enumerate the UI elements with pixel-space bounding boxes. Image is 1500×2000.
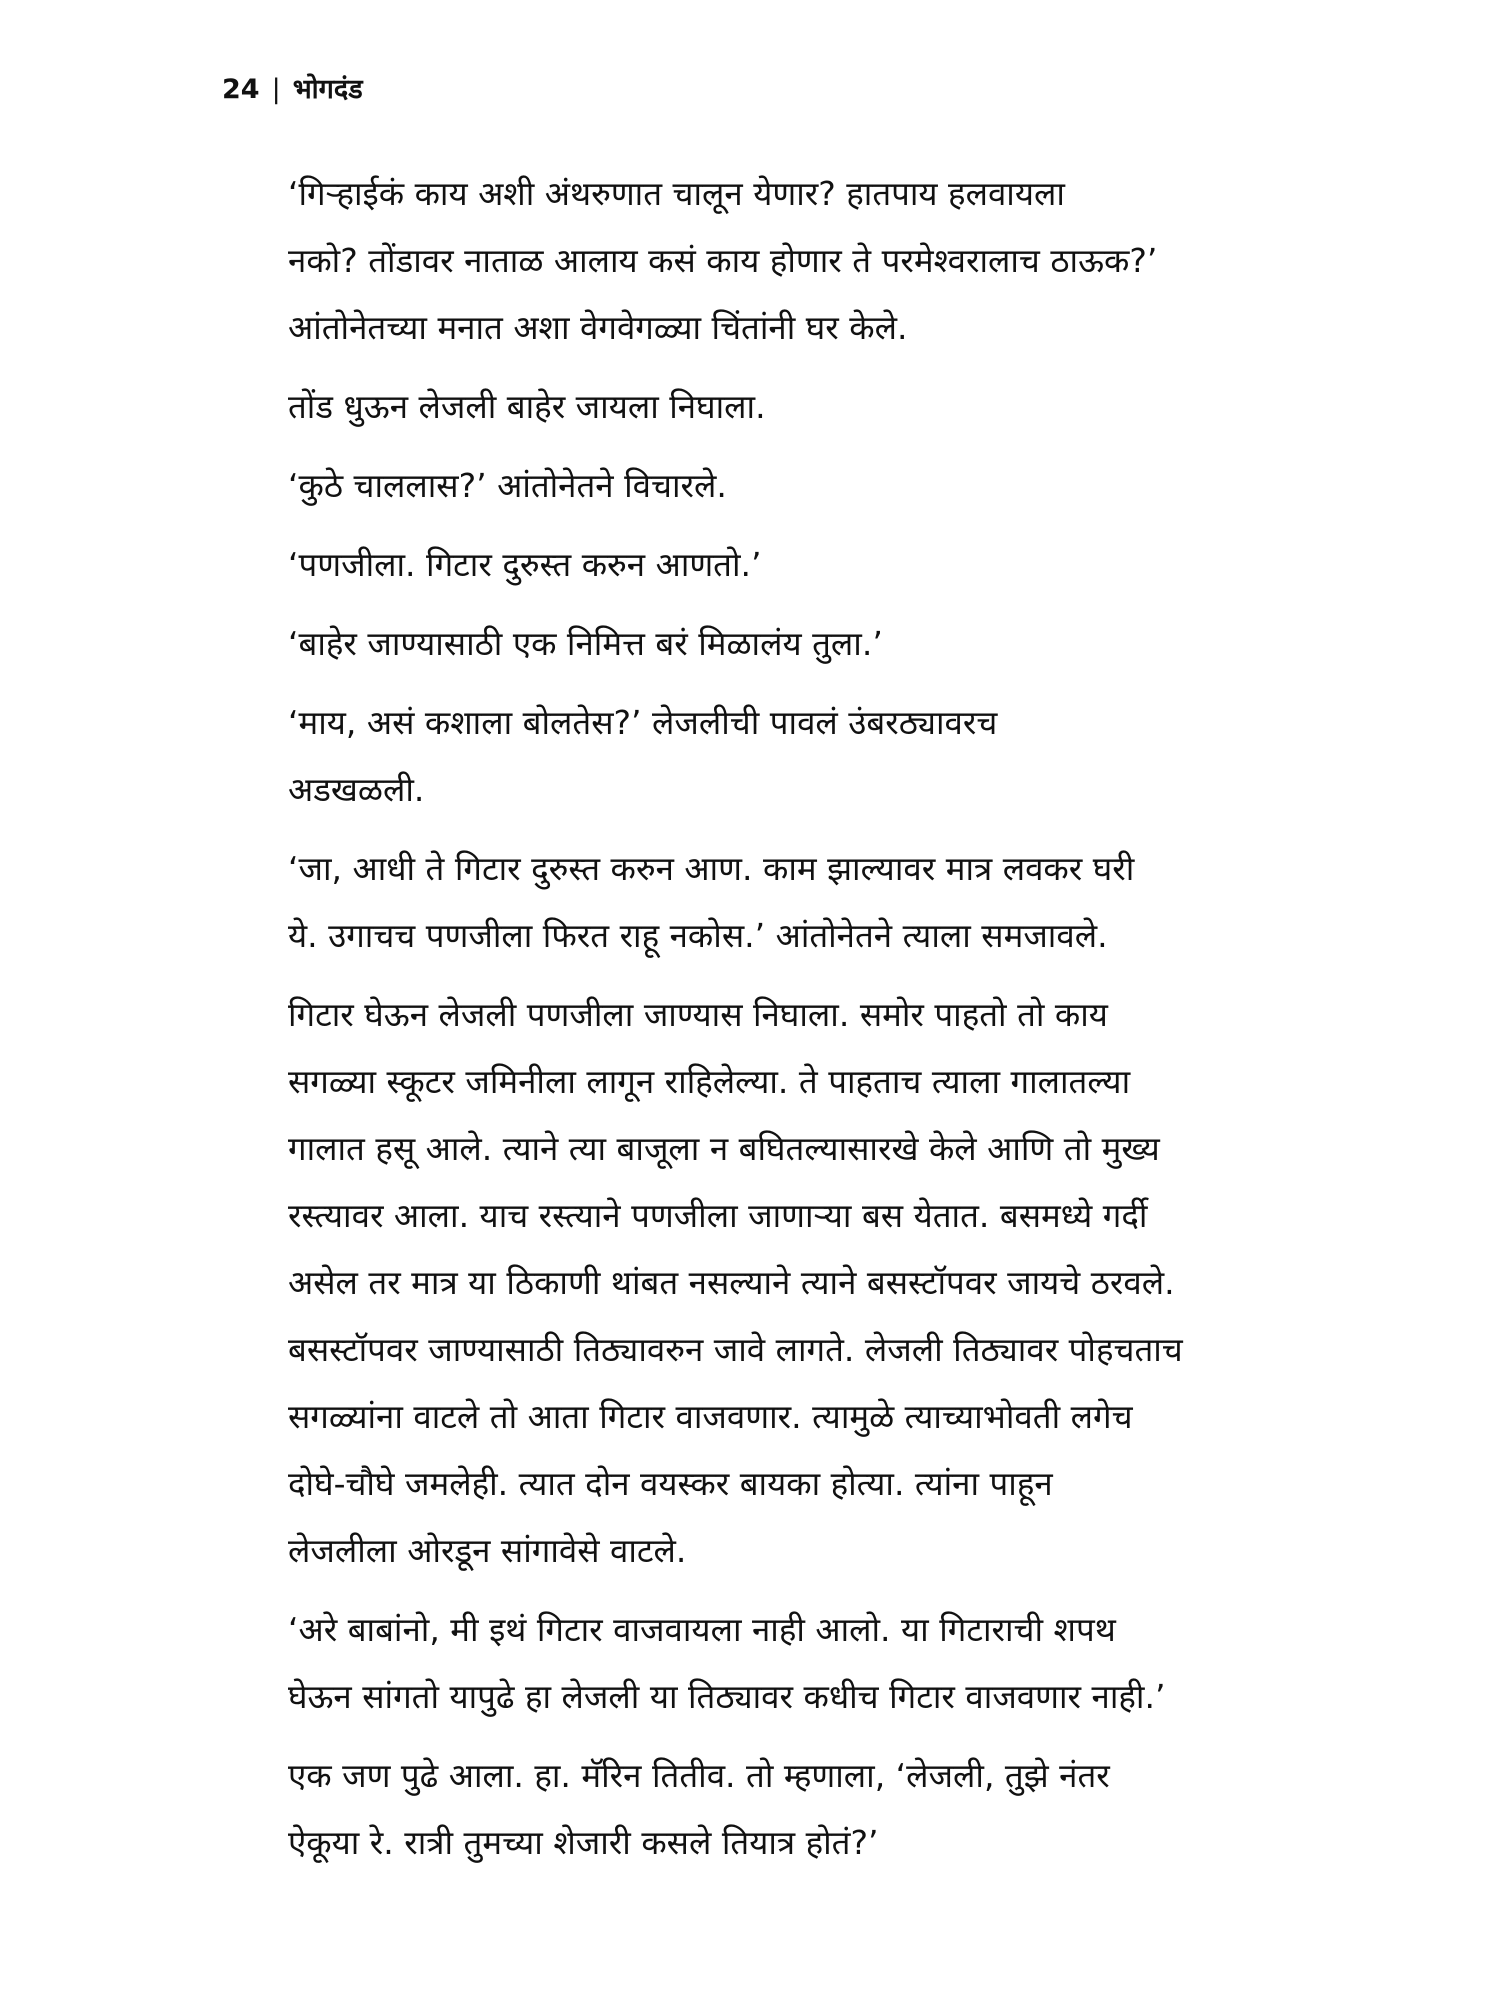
paragraph — [218, 835, 1278, 969]
paragraph — [218, 452, 1278, 519]
paragraph — [218, 689, 1278, 823]
text-line: तोंड धुऊन लेजली बाहेर जायला निघाला. — [288, 387, 766, 426]
header-separator: | — [271, 74, 281, 105]
paragraph — [218, 981, 1278, 1584]
text-line: ‘जा, आधी ते गिटार दुरुस्त करुन आण. काम झाल्यावर मात्र लवकर घरी — [288, 849, 1135, 888]
text-line: ‘अरे बाबांनो, मी इथं गिटार वाजवायला नाही आलो. या गिटाराची शपथ — [288, 1610, 1116, 1649]
text-line: गिटार घेऊन लेजली पणजीला जाण्यास निघाला. समोर पाहतो तो काय — [288, 995, 1108, 1034]
text-line: ‘पणजीला. गिटार दुरुस्त करुन आणतो.’ — [288, 545, 762, 584]
paragraph — [218, 610, 1278, 677]
text-line: लेजलीला ओरडून सांगावेसे वाटले. — [288, 1531, 687, 1570]
text-line: रस्त्यावर आला. याच रस्त्याने पणजीला जाणाऱ्या बस येतात. बसमध्ये गर्दी — [288, 1196, 1148, 1235]
text-line: ‘माय, असं कशाला बोलतेस?’ लेजलीची पावलं उंबरठ्यावरच — [288, 703, 998, 742]
page-number: 24 — [222, 74, 260, 105]
text-line: सगळ्यांना वाटले तो आता गिटार वाजवणार. त्यामुळे त्याच्याभोवती लगेच — [288, 1397, 1133, 1436]
paragraph — [218, 160, 1278, 361]
text-line: सगळ्या स्कूटर जमिनीला लागून राहिलेल्या. ते पाहताच त्याला गालातल्या — [288, 1062, 1131, 1101]
text-line: असेल तर मात्र या ठिकाणी थांबत नसल्याने त्याने बसस्टॉपवर जायचे ठरवले. — [288, 1263, 1175, 1302]
paragraph — [218, 531, 1278, 598]
text-line: बसस्टॉपवर जाण्यासाठी तिठ्यावरुन जावे लागते. लेजली तिठ्यावर पोहचताच — [288, 1330, 1183, 1369]
paragraph — [218, 1596, 1278, 1730]
text-line: नको? तोंडावर नाताळ आलाय कसं काय होणार ते परमेश्वरालाच ठाऊक?’ — [288, 241, 1158, 280]
text-line: घेऊन सांगतो यापुढे हा लेजली या तिठ्यावर कधीच गिटार वाजवणार नाही.’ — [288, 1677, 1166, 1716]
text-line: ‘बाहेर जाण्यासाठी एक निमित्त बरं मिळालंय तुला.’ — [288, 624, 883, 663]
body-text — [218, 160, 1278, 1888]
text-line: दोघे-चौघे जमलेही. त्यात दोन वयस्कर बायका होत्या. त्यांना पाहून — [288, 1464, 1053, 1503]
text-line: ‘गिऱ्हाईकं काय अशी अंथरुणात चालून येणार? हातपाय हलवायला — [288, 174, 1065, 213]
running-head — [222, 70, 363, 110]
book-title: भोगदंड — [292, 74, 363, 105]
text-line: आंतोनेतच्या मनात अशा वेगवेगळ्या चिंतांनी घर केले. — [288, 308, 908, 347]
text-line: एक जण पुढे आला. हा. मॅरिन तितीव. तो म्हणाला, ‘लेजली, तुझे नंतर — [288, 1756, 1110, 1795]
text-line: ऐकूया रे. रात्री तुमच्या शेजारी कसले तियात्र होतं?’ — [288, 1823, 879, 1862]
text-line: ये. उगाचच पणजीला फिरत राहू नकोस.’ आंतोनेतने त्याला समजावले. — [288, 916, 1108, 955]
text-line: ‘कुठे चाललास?’ आंतोनेतने विचारले. — [288, 466, 727, 505]
paragraph — [218, 373, 1278, 440]
text-line: गालात हसू आले. त्याने त्या बाजूला न बघितल्यासारखे केले आणि तो मुख्य — [288, 1129, 1160, 1168]
paragraph — [218, 1742, 1278, 1876]
text-line: अडखळली. — [288, 770, 425, 809]
